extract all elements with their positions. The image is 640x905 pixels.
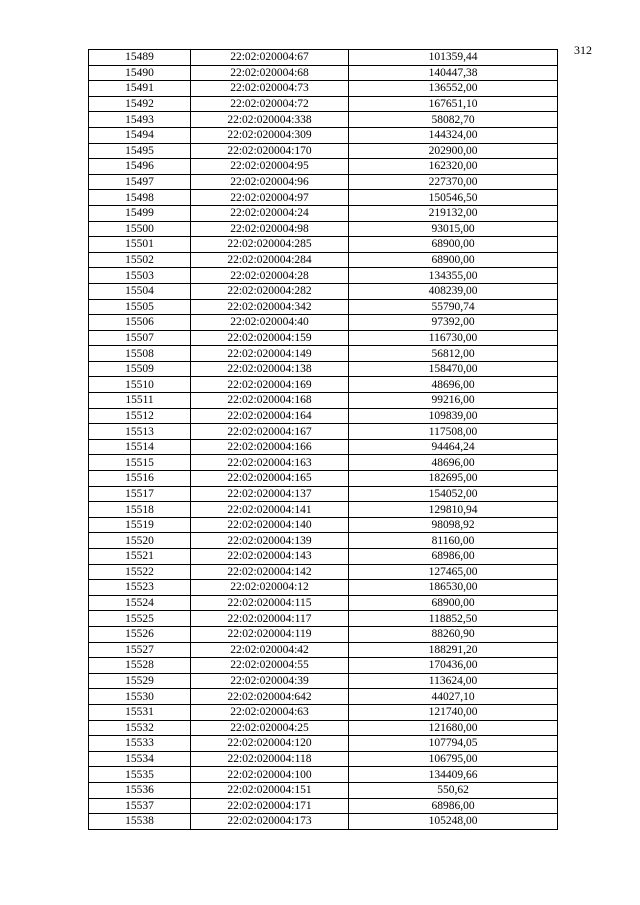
cadastral-number-cell: 22:02:020004:119 <box>191 626 349 642</box>
value-cell: 98098,92 <box>349 517 558 533</box>
value-cell: 105248,00 <box>349 814 558 830</box>
cadastral-value-table <box>88 49 558 830</box>
table-row <box>89 720 558 736</box>
row-number-cell: 15519 <box>89 517 191 533</box>
value-cell: 68986,00 <box>349 798 558 814</box>
value-cell: 118852,50 <box>349 611 558 627</box>
cadastral-number-cell: 22:02:020004:100 <box>191 767 349 783</box>
row-number-cell: 15518 <box>89 502 191 518</box>
table-row <box>89 252 558 268</box>
value-cell: 154052,00 <box>349 486 558 502</box>
cadastral-number-cell: 22:02:020004:55 <box>191 658 349 674</box>
row-number-cell: 15500 <box>89 221 191 237</box>
row-number-cell: 15525 <box>89 611 191 627</box>
table-row <box>89 50 558 66</box>
cadastral-number-cell: 22:02:020004:282 <box>191 283 349 299</box>
table-row <box>89 549 558 565</box>
cadastral-number-cell: 22:02:020004:338 <box>191 112 349 128</box>
row-number-cell: 15527 <box>89 642 191 658</box>
cadastral-number-cell: 22:02:020004:168 <box>191 393 349 409</box>
cadastral-number-cell: 22:02:020004:170 <box>191 143 349 159</box>
row-number-cell: 15502 <box>89 252 191 268</box>
row-number-cell: 15505 <box>89 299 191 315</box>
cadastral-number-cell: 22:02:020004:142 <box>191 564 349 580</box>
cadastral-number-cell: 22:02:020004:141 <box>191 502 349 518</box>
cadastral-number-cell: 22:02:020004:309 <box>191 127 349 143</box>
cadastral-number-cell: 22:02:020004:139 <box>191 533 349 549</box>
cadastral-number-cell: 22:02:020004:137 <box>191 486 349 502</box>
row-number-cell: 15509 <box>89 361 191 377</box>
row-number-cell: 15537 <box>89 798 191 814</box>
value-cell: 202900,00 <box>349 143 558 159</box>
value-cell: 101359,44 <box>349 50 558 66</box>
table-row <box>89 424 558 440</box>
row-number-cell: 15523 <box>89 580 191 596</box>
cadastral-number-cell: 22:02:020004:39 <box>191 673 349 689</box>
value-cell: 134355,00 <box>349 268 558 284</box>
cadastral-number-cell: 22:02:020004:115 <box>191 595 349 611</box>
cadastral-number-cell: 22:02:020004:98 <box>191 221 349 237</box>
table-row <box>89 517 558 533</box>
row-number-cell: 15504 <box>89 283 191 299</box>
row-number-cell: 15514 <box>89 439 191 455</box>
cadastral-number-cell: 22:02:020004:151 <box>191 782 349 798</box>
cadastral-number-cell: 22:02:020004:73 <box>191 81 349 97</box>
value-cell: 44027,10 <box>349 689 558 705</box>
value-cell: 97392,00 <box>349 315 558 331</box>
value-cell: 117508,00 <box>349 424 558 440</box>
table-row <box>89 736 558 752</box>
table-row <box>89 221 558 237</box>
row-number-cell: 15499 <box>89 205 191 221</box>
cadastral-number-cell: 22:02:020004:40 <box>191 315 349 331</box>
table-row <box>89 751 558 767</box>
table-row <box>89 798 558 814</box>
cadastral-number-cell: 22:02:020004:167 <box>191 424 349 440</box>
table-row <box>89 408 558 424</box>
cadastral-number-cell: 22:02:020004:284 <box>191 252 349 268</box>
table-row <box>89 299 558 315</box>
table-row <box>89 580 558 596</box>
value-cell: 68900,00 <box>349 252 558 268</box>
cadastral-number-cell: 22:02:020004:166 <box>191 439 349 455</box>
row-number-cell: 15534 <box>89 751 191 767</box>
row-number-cell: 15529 <box>89 673 191 689</box>
value-cell: 188291,20 <box>349 642 558 658</box>
value-cell: 127465,00 <box>349 564 558 580</box>
value-cell: 182695,00 <box>349 471 558 487</box>
cadastral-number-cell: 22:02:020004:165 <box>191 471 349 487</box>
value-cell: 136552,00 <box>349 81 558 97</box>
row-number-cell: 15517 <box>89 486 191 502</box>
cadastral-number-cell: 22:02:020004:342 <box>191 299 349 315</box>
value-cell: 186530,00 <box>349 580 558 596</box>
value-cell: 113624,00 <box>349 673 558 689</box>
value-cell: 48696,00 <box>349 377 558 393</box>
row-number-cell: 15531 <box>89 704 191 720</box>
row-number-cell: 15496 <box>89 159 191 175</box>
cadastral-number-cell: 22:02:020004:285 <box>191 237 349 253</box>
cadastral-number-cell: 22:02:020004:117 <box>191 611 349 627</box>
table-row <box>89 455 558 471</box>
table-row <box>89 143 558 159</box>
row-number-cell: 15495 <box>89 143 191 159</box>
cadastral-number-cell: 22:02:020004:140 <box>191 517 349 533</box>
table-row <box>89 268 558 284</box>
value-cell: 81160,00 <box>349 533 558 549</box>
value-cell: 227370,00 <box>349 174 558 190</box>
table-row <box>89 564 558 580</box>
row-number-cell: 15491 <box>89 81 191 97</box>
cadastral-number-cell: 22:02:020004:159 <box>191 330 349 346</box>
row-number-cell: 15522 <box>89 564 191 580</box>
page-number: 312 <box>574 43 592 57</box>
row-number-cell: 15530 <box>89 689 191 705</box>
row-number-cell: 15493 <box>89 112 191 128</box>
table-row <box>89 642 558 658</box>
value-cell: 121680,00 <box>349 720 558 736</box>
value-cell: 144324,00 <box>349 127 558 143</box>
cadastral-number-cell: 22:02:020004:120 <box>191 736 349 752</box>
cadastral-number-cell: 22:02:020004:25 <box>191 720 349 736</box>
row-number-cell: 15515 <box>89 455 191 471</box>
row-number-cell: 15507 <box>89 330 191 346</box>
cadastral-number-cell: 22:02:020004:68 <box>191 65 349 81</box>
table-row <box>89 689 558 705</box>
table-row <box>89 533 558 549</box>
row-number-cell: 15516 <box>89 471 191 487</box>
row-number-cell: 15535 <box>89 767 191 783</box>
row-number-cell: 15520 <box>89 533 191 549</box>
cadastral-number-cell: 22:02:020004:149 <box>191 346 349 362</box>
value-cell: 56812,00 <box>349 346 558 362</box>
row-number-cell: 15513 <box>89 424 191 440</box>
table-row <box>89 393 558 409</box>
table-row <box>89 814 558 830</box>
value-cell: 116730,00 <box>349 330 558 346</box>
table-row <box>89 283 558 299</box>
table-body <box>89 50 558 830</box>
row-number-cell: 15503 <box>89 268 191 284</box>
row-number-cell: 15512 <box>89 408 191 424</box>
table-row <box>89 127 558 143</box>
table-row <box>89 486 558 502</box>
row-number-cell: 15528 <box>89 658 191 674</box>
table-row <box>89 782 558 798</box>
cadastral-number-cell: 22:02:020004:169 <box>191 377 349 393</box>
cadastral-number-cell: 22:02:020004:138 <box>191 361 349 377</box>
row-number-cell: 15498 <box>89 190 191 206</box>
cadastral-number-cell: 22:02:020004:72 <box>191 96 349 112</box>
value-cell: 170436,00 <box>349 658 558 674</box>
row-number-cell: 15511 <box>89 393 191 409</box>
value-cell: 88260,90 <box>349 626 558 642</box>
cadastral-number-cell: 22:02:020004:173 <box>191 814 349 830</box>
table-row <box>89 81 558 97</box>
table-row <box>89 471 558 487</box>
cadastral-number-cell: 22:02:020004:97 <box>191 190 349 206</box>
value-cell: 134409,66 <box>349 767 558 783</box>
cadastral-number-cell: 22:02:020004:28 <box>191 268 349 284</box>
row-number-cell: 15532 <box>89 720 191 736</box>
row-number-cell: 15492 <box>89 96 191 112</box>
row-number-cell: 15490 <box>89 65 191 81</box>
table-row <box>89 65 558 81</box>
row-number-cell: 15524 <box>89 595 191 611</box>
value-cell: 109839,00 <box>349 408 558 424</box>
cadastral-number-cell: 22:02:020004:42 <box>191 642 349 658</box>
value-cell: 58082,70 <box>349 112 558 128</box>
value-cell: 68900,00 <box>349 237 558 253</box>
value-cell: 68986,00 <box>349 549 558 565</box>
table-row <box>89 96 558 112</box>
table-row <box>89 595 558 611</box>
value-cell: 55790,74 <box>349 299 558 315</box>
row-number-cell: 15494 <box>89 127 191 143</box>
value-cell: 162320,00 <box>349 159 558 175</box>
table-row <box>89 673 558 689</box>
table-row <box>89 361 558 377</box>
row-number-cell: 15536 <box>89 782 191 798</box>
cadastral-number-cell: 22:02:020004:642 <box>191 689 349 705</box>
value-cell: 219132,00 <box>349 205 558 221</box>
value-cell: 158470,00 <box>349 361 558 377</box>
table-row <box>89 315 558 331</box>
value-cell: 167651,10 <box>349 96 558 112</box>
value-cell: 550,62 <box>349 782 558 798</box>
cadastral-number-cell: 22:02:020004:95 <box>191 159 349 175</box>
table-row <box>89 611 558 627</box>
value-cell: 129810,94 <box>349 502 558 518</box>
cadastral-number-cell: 22:02:020004:171 <box>191 798 349 814</box>
value-cell: 107794,05 <box>349 736 558 752</box>
row-number-cell: 15508 <box>89 346 191 362</box>
cadastral-number-cell: 22:02:020004:96 <box>191 174 349 190</box>
table-row <box>89 502 558 518</box>
table-row <box>89 330 558 346</box>
cadastral-number-cell: 22:02:020004:24 <box>191 205 349 221</box>
value-cell: 48696,00 <box>349 455 558 471</box>
row-number-cell: 15489 <box>89 50 191 66</box>
table-row <box>89 346 558 362</box>
table-row <box>89 174 558 190</box>
value-cell: 106795,00 <box>349 751 558 767</box>
row-number-cell: 15510 <box>89 377 191 393</box>
value-cell: 140447,38 <box>349 65 558 81</box>
table-row <box>89 767 558 783</box>
row-number-cell: 15526 <box>89 626 191 642</box>
table-row <box>89 205 558 221</box>
row-number-cell: 15501 <box>89 237 191 253</box>
table-row <box>89 190 558 206</box>
row-number-cell: 15538 <box>89 814 191 830</box>
row-number-cell: 15497 <box>89 174 191 190</box>
table-row <box>89 704 558 720</box>
table-row <box>89 159 558 175</box>
cadastral-number-cell: 22:02:020004:118 <box>191 751 349 767</box>
cadastral-number-cell: 22:02:020004:163 <box>191 455 349 471</box>
row-number-cell: 15506 <box>89 315 191 331</box>
table-row <box>89 112 558 128</box>
value-cell: 121740,00 <box>349 704 558 720</box>
table-row <box>89 439 558 455</box>
value-cell: 68900,00 <box>349 595 558 611</box>
row-number-cell: 15521 <box>89 549 191 565</box>
cadastral-number-cell: 22:02:020004:67 <box>191 50 349 66</box>
table-row <box>89 237 558 253</box>
table-row <box>89 626 558 642</box>
cadastral-number-cell: 22:02:020004:164 <box>191 408 349 424</box>
value-cell: 408239,00 <box>349 283 558 299</box>
cadastral-number-cell: 22:02:020004:12 <box>191 580 349 596</box>
row-number-cell: 15533 <box>89 736 191 752</box>
cadastral-number-cell: 22:02:020004:143 <box>191 549 349 565</box>
table-row <box>89 377 558 393</box>
value-cell: 99216,00 <box>349 393 558 409</box>
value-cell: 93015,00 <box>349 221 558 237</box>
cadastral-number-cell: 22:02:020004:63 <box>191 704 349 720</box>
table-row <box>89 658 558 674</box>
value-cell: 150546,50 <box>349 190 558 206</box>
value-cell: 94464,24 <box>349 439 558 455</box>
